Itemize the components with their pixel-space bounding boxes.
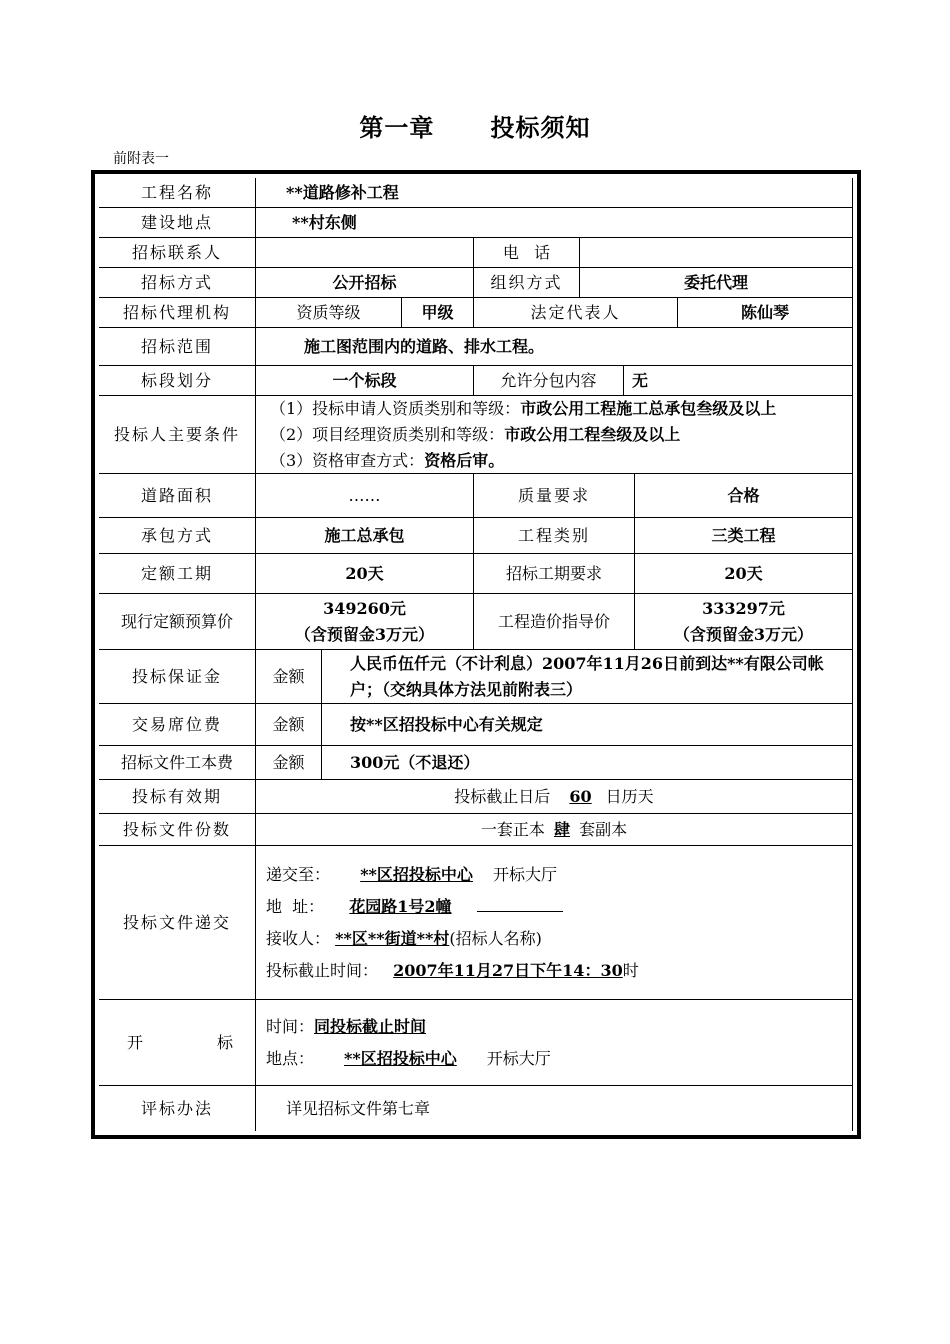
opening-label: 开 标 xyxy=(99,1000,256,1086)
validity-value: 投标截止日后 60 日历天 xyxy=(256,780,853,814)
submit-receiver: 接收人： **区**街道**村(招标人名称) xyxy=(266,928,542,948)
copies-label: 投标文件份数 xyxy=(99,814,256,846)
period-label: 定额工期 xyxy=(99,554,256,594)
blank-line xyxy=(477,899,563,912)
type-value: 三类工程 xyxy=(635,518,853,554)
doc-fee-label: 招标文件工本费 xyxy=(99,746,256,780)
table-caption: 前附表一 xyxy=(113,151,169,167)
deposit-amount-label: 金额 xyxy=(256,650,322,704)
budget-value: 349260元 （含预留金3万元） xyxy=(256,594,474,650)
opening-details xyxy=(256,1000,853,1086)
period-req-value: 20天 xyxy=(635,554,853,594)
org-value: 委托代理 xyxy=(580,268,853,298)
guide-price-value: 333297元 （含预留金3万元） xyxy=(635,594,853,650)
contract-label: 承包方式 xyxy=(99,518,256,554)
qual-label: 资质等级 xyxy=(256,298,402,328)
location-label: 建设地点 xyxy=(99,208,256,238)
guide-price-label: 工程造价指导价 xyxy=(474,594,635,650)
qual-value: 甲级 xyxy=(402,298,474,328)
page-title: 第一章 投标须知 xyxy=(359,114,591,142)
submit-deadline: 投标截止时间： 2007年11月27日下午14：30时 xyxy=(266,960,639,980)
area-value: …… xyxy=(256,474,474,518)
subcontract-label: 允许分包内容 xyxy=(474,366,624,396)
doc-fee-value: 300元（不退还） xyxy=(322,746,853,780)
validity-label: 投标有效期 xyxy=(99,780,256,814)
rep-label: 法定代表人 xyxy=(474,298,678,328)
section-label: 标段划分 xyxy=(99,366,256,396)
project-name-value: **道路修补工程 xyxy=(256,178,853,208)
opening-place: 地点： **区招投标中心 开标大厅 xyxy=(266,1048,551,1068)
requirements-list xyxy=(256,396,853,474)
budget-label: 现行定额预算价 xyxy=(99,594,256,650)
submission-details xyxy=(256,846,853,1000)
bid-info-table xyxy=(91,170,861,1139)
seat-fee-amount-label: 金额 xyxy=(256,704,322,746)
requirement-item: （3）资格审查方式：资格后审。 xyxy=(270,450,505,470)
area-label: 道路面积 xyxy=(99,474,256,518)
deposit-value: 人民币伍仟元（不计利息）2007年11月26日前到达**有限公司帐户；（交纳具体方法见前附表三） xyxy=(322,650,853,704)
opening-time: 时间：同投标截止时间 xyxy=(266,1016,427,1036)
method-label: 招标方式 xyxy=(99,268,256,298)
contact-label: 招标联系人 xyxy=(99,238,256,268)
rep-value: 陈仙琴 xyxy=(678,298,853,328)
seat-fee-value: 按**区招投标中心有关规定 xyxy=(322,704,853,746)
contract-value: 施工总承包 xyxy=(256,518,474,554)
org-label: 组织方式 xyxy=(474,268,580,298)
method-value: 公开招标 xyxy=(256,268,474,298)
submission-label: 投标文件递交 xyxy=(99,846,256,1000)
agency-label: 招标代理机构 xyxy=(99,298,256,328)
requirement-item: （1）投标申请人资质类别和等级：市政公用工程施工总承包叁级及以上 xyxy=(270,398,777,418)
phone-label: 电 话 xyxy=(474,238,580,268)
scope-value: 施工图范围内的道路、排水工程。 xyxy=(256,328,853,366)
project-name-label: 工程名称 xyxy=(99,178,256,208)
submit-address: 地 址： 花园路1号2幢 xyxy=(266,891,563,923)
seat-fee-label: 交易席位费 xyxy=(99,704,256,746)
doc-fee-amount-label: 金额 xyxy=(256,746,322,780)
section-value: 一个标段 xyxy=(256,366,474,396)
copies-value: 一套正本 肆 套副本 xyxy=(256,814,853,846)
scope-label: 招标范围 xyxy=(99,328,256,366)
submit-to: 递交至： **区招投标中心 开标大厅 xyxy=(266,864,557,884)
requirement-item: （2）项目经理资质类别和等级：市政公用工程叁级及以上 xyxy=(270,424,681,444)
contact-value xyxy=(256,238,474,268)
deposit-label: 投标保证金 xyxy=(99,650,256,704)
evaluation-value: 详见招标文件第七章 xyxy=(256,1086,853,1131)
subcontract-value: 无 xyxy=(624,366,853,396)
phone-value xyxy=(580,238,853,268)
period-value: 20天 xyxy=(256,554,474,594)
quality-label: 质量要求 xyxy=(474,474,635,518)
period-req-label: 招标工期要求 xyxy=(474,554,635,594)
quality-value: 合格 xyxy=(635,474,853,518)
evaluation-label: 评标办法 xyxy=(99,1086,256,1131)
location-value: **村东侧 xyxy=(256,208,853,238)
type-label: 工程类别 xyxy=(474,518,635,554)
requirements-label: 投标人主要条件 xyxy=(99,396,256,474)
